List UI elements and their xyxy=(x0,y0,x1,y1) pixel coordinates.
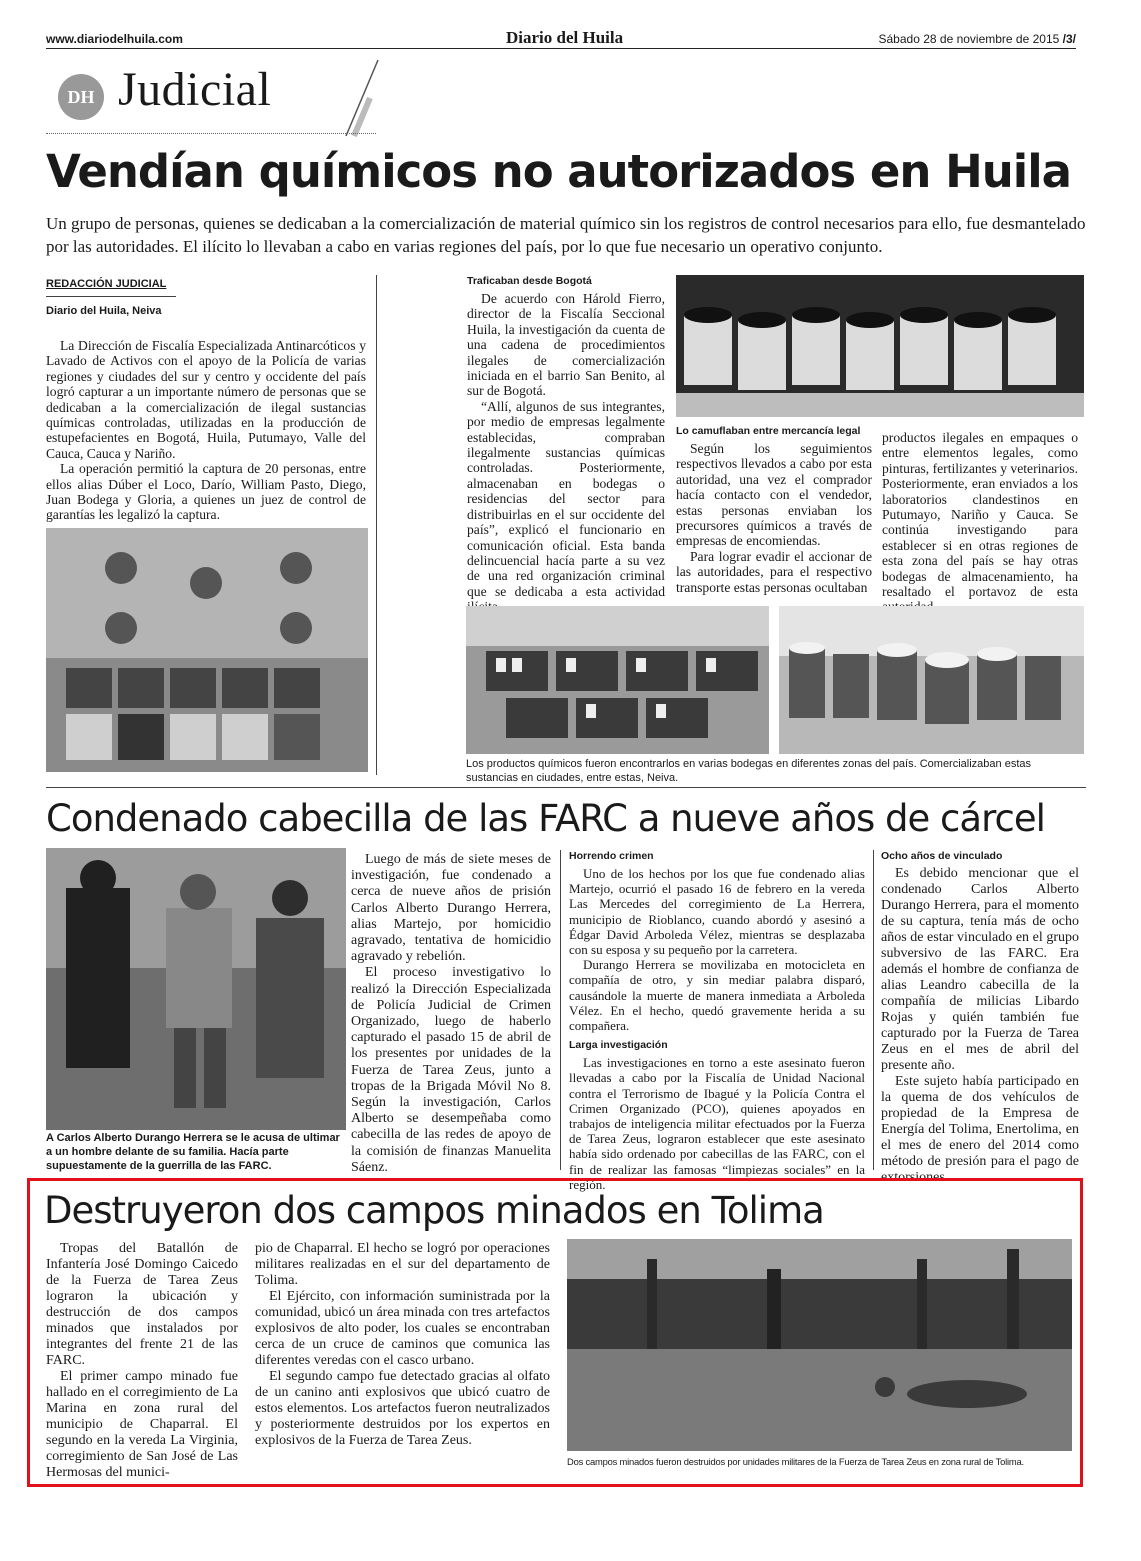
chemicals-display-photo-art xyxy=(46,528,368,772)
warehouse-crates-photo xyxy=(466,606,769,754)
story1-column-2: Traficaban desde Bogotá De acuerdo con Hárold Fierro, director de la Fiscalía Seccional Huila, la investigación da cuenta de una cadena de procedimientos ilegales de comercialización iniciada en el barrio San Benito, al sur de Bogotá. “Allí, algunos de sus integrantes, por medio de empresas legalmente establecidas, compraban ilegalmente sustancias químicas controladas. Posteriormente, almacenaban en bodegas o residencias del sector para distribuirlas en el sur occidente del país”, explicó el funcionario en comunicación oficial. Esta banda delincuencial hacía parte a su vez de una red organización criminal que se dedicaba a esta actividad xyxy=(467,275,665,599)
column-divider xyxy=(560,850,561,1170)
section-rule xyxy=(46,133,376,134)
page-number: /3/ xyxy=(1062,32,1076,46)
story2-column-3: Ocho años de vinculado Es debido mencionar que el condenado Carlos Alberto Durango Herrera, para el momento de su captura, tenía más de ocho años de estar vinculado en el grupo subversivo de las FARC. Era además el hombre de confianza de alias Leandro cabecilla de la compañía de milicias Libardo Rojas y quién también fue capturado por la Fuerza de Tarea Zeus en el mes de abril del presente año. Este sujeto había participado en la quema de dos vehículos de propiedad de la Empresa de Energía del Tolima, Enertolima, en el mes de enero del 2014 como método de presión para el pago de extorsiones. xyxy=(881,850,1079,1185)
website-url: www.diariodelhuila.com xyxy=(46,32,183,46)
story1-column-4: productos ilegales en empaques o entre elementos legales, como pinturas, fertilizantes y veterinarios. Posteriormente, eran enviados a los laboratorios clandestinos en Putumayo, Nariño y Cauca. Se continúa investigando para establecer si en otras regiones de esta zona del país se hay otras bodegas de almacenamiento, ha resaltado el portavoz de esta xyxy=(882,430,1078,600)
story-separator xyxy=(46,787,1086,788)
story1-photo-caption: Los productos químicos fueron encontrarlos en varias bodegas en diferentes zonas del país. Comercializaban estas sustancias en ciudades, entre estas, Neiva. xyxy=(466,758,1031,784)
buckets-photo xyxy=(676,275,1084,417)
story2-column-1: Luego de más de siete meses de investigación, fue condenado a cerca de nueve años de prisión Carlos Alberto Durango Herrera, alias Martejo, por homicidio agravado, tentativa de homicidio agravado y rebelión. El proceso investigativo lo realizó la Dirección Especializada de Policía Judicial de Crimen Organizado, luego de haberlo capturado el pasado 15 de abril de los presentes por unidades de la Fuerza de Tarea Zeus, junto a tropas de la Brigada Móvil No 8. Según la investigación, Carlos Alberto se desempeñaba como cabecilla de las redes de apoyo de la comisión de finanzas Manuelita Sáenz. xyxy=(351,852,551,1175)
story1-deck: Un grupo de personas, quienes se dedicaban a la comercialización de material químico sin los registros de control necesarios para ello, fue desmantelado por las autoridades. El ilícito lo llevaban a cabo en varias regiones del país, por lo que fue necesario un operativo conjunto. xyxy=(46,214,1086,256)
story3-headline: Destruyeron dos campos minados en Tolima xyxy=(44,1189,824,1232)
story1-byline: REDACCIÓN JUDICIAL xyxy=(46,278,167,290)
column-divider xyxy=(376,275,377,775)
minefield-soldier-photo-art xyxy=(567,1239,1072,1451)
story1-column-3: Lo camuflaban entre mercancía legal Según los seguimientos respectivos llevados a cabo por esta autoridad, una vez el comprador hacía contacto con el vendedor, estas personas enviaban los precursores químicos a través de empresas de encomiendas. Para lograr evadir el accionar de las autoridades, para el respectivo transporte estas personas ocultaban xyxy=(676,425,872,595)
buckets-photo-art xyxy=(676,275,1084,417)
kicker-horrendo-crimen: Horrendo crimen xyxy=(569,850,654,862)
story2-photo-caption: A Carlos Alberto Durango Herrera se le acusa de ultimar a un hombre delante de su familia. Hacía parte supuestamente de la guerrilla de las FARC. xyxy=(46,1132,340,1172)
story2-headline: Condenado cabecilla de las FARC a nueve años de cárcel xyxy=(46,797,1045,840)
dh-logo: DH xyxy=(58,74,104,120)
column-divider xyxy=(873,850,874,1170)
byline-rule xyxy=(46,296,176,297)
captured-suspect-photo xyxy=(46,848,346,1130)
masthead-bar xyxy=(46,28,1076,49)
chemicals-display-photo xyxy=(46,528,368,772)
story1-headline: Vendían químicos no autorizados en Huila xyxy=(46,145,1071,198)
kicker-larga-investigacion: Larga investigación xyxy=(569,1039,668,1052)
story1-column-1: La Dirección de Fiscalía Especializada Antinarcóticos y Lavado de Activos con el apoyo de la Policía de varias regiones y ciudades del sur y centro y occidente del país logró capturar a un importante número de personas que se dedicaban a la comercialización de ilegal sustancias químicas controladas, utilizadas en la producción de estupefacientes en Bogotá, Huila, Putumayo, Valle del Cauca, Cauca y Nariño. La operación permitió la captura de 20 personas, entre ellos alias Dúber el Loco, Darío, William Pasto, Diego, Juan Bodega y Gloria, a quienes un juez de control de garantías les legalizó la captura. xyxy=(46,338,366,523)
warehouse-crates-photo-art xyxy=(466,606,769,754)
captured-suspect-photo-art xyxy=(46,848,346,1130)
issue-date: Sábado 28 de noviembre de 2015 /3/ xyxy=(878,32,1076,46)
minefield-soldier-photo xyxy=(567,1239,1072,1451)
chemical-buckets-floor-photo xyxy=(779,606,1084,754)
kicker-ocho-anos: Ocho años de vinculado xyxy=(881,850,1003,862)
story3-column-2: pio de Chaparral. El hecho se logró por operaciones militares realizadas en el sur del departamento de Tolima. El Ejército, con información suministrada por la comunidad, ubicó un área minada con tres artefactos explosivos de alto poder, los cuales se encontraban cerca de un cruce de caminos que comunica las diferentes veredas con el casco urbano. El segundo campo fue detectado gracias al olfato de un canino anti explosivos que ubicó cuatro de estos elementos. Los artefactos fueron neutralizados y posteriormente destruidos por los expertos en explosivos de la Fuerza de Tarea Zeus. xyxy=(255,1241,550,1448)
story3-column-1: Tropas del Batallón de Infantería José Domingo Caicedo de la Fuerza de Tarea Zeus lograron la ubicación y destrucción de dos campos minados que instalados por integrantes del frente 21 de las FARC. El primer campo minado fue hallado en el corregimiento de La Marina en zona rural del municipio de Chaparral. El segundo en la vereda La Virginia, corregimiento de San José de Las Hermosas del munici- xyxy=(46,1241,238,1480)
section-title: Judicial xyxy=(118,63,272,116)
story3-photo-caption: Dos campos minados fueron destruidos por unidades militares de la Fuerza de Tarea Zeus en zona rural de Tolima. xyxy=(567,1456,1024,1467)
newspaper-name: Diario del Huila xyxy=(506,28,624,47)
story1-dateline: Diario del Huila, Neiva xyxy=(46,305,162,317)
story2-column-2: Horrendo crimen Uno de los hechos por los que fue condenado alias Martejo, ocurrió el pasado 16 de febrero en la vereda Las Mercedes del corregimiento de La Herrera, municipio de Rioblanco, cuando abordó y asesinó a Édgar David Arboleda Vélez, mientras se desplazaba con su esposa y su pequeño por la carretera. Durango Herrera se movilizaba en motocicleta en compañía de otro, y sin mediar palabra disparó, causándole la muerte de manera inmediata a Arboleda Vélez. En el hecho, quedó gravemente herida a su compañera. Larga investigación Las investigaciones en torno a este asesinato fueron llevadas a cabo por la Fiscalía de Unidad Nacional contra el Terrorismo de Ibagué y la Policía Contra el Crimen Organizado (PCO), quienes apoyados en trabajos de inteligencia militar efectuados por la Fuerza de Tarea Zeus, lograron establecer que este asesinato había sido ordenado por cabecillas de las FARC, con el fin de realizar las famosas “limpiezas sociales” en la región. xyxy=(569,850,865,1192)
kicker-camuflaban: Lo camuflaban entre mercancía legal xyxy=(676,425,861,437)
section-slash-decoration xyxy=(340,58,380,138)
chemical-buckets-floor-photo-art xyxy=(779,606,1084,754)
kicker-traficaban: Traficaban desde Bogotá xyxy=(467,275,592,287)
